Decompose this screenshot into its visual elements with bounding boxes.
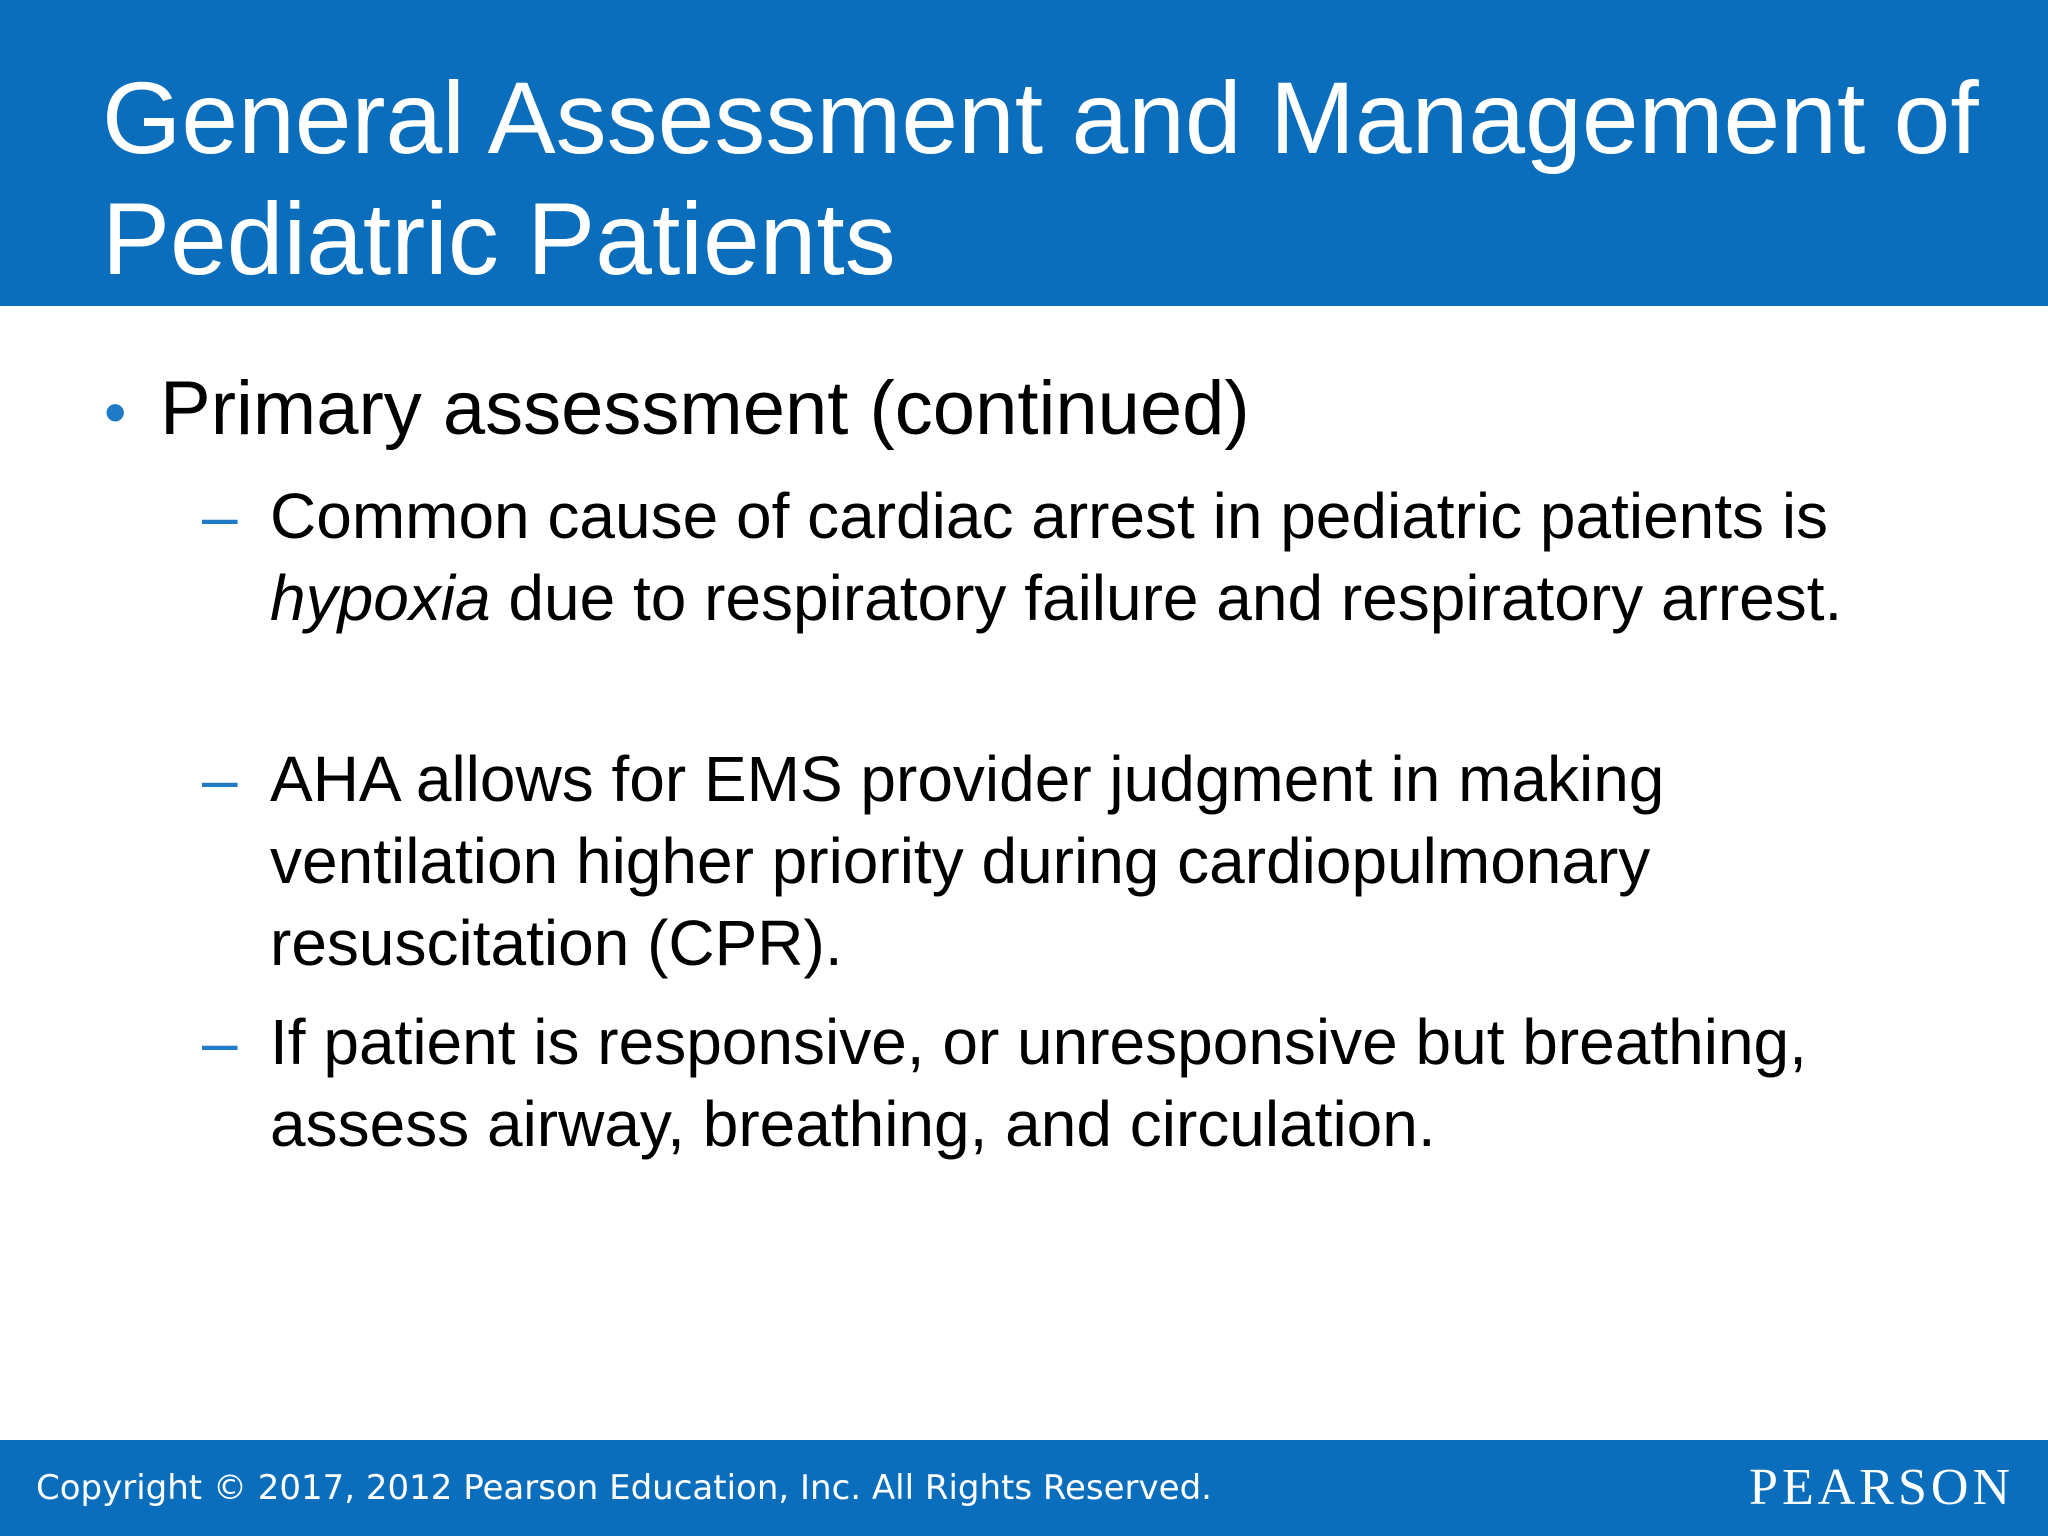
- slide-title: General Assessment and Management of Pediatric Patients: [102, 61, 1979, 296]
- footer-bar: [0, 1440, 2048, 1536]
- pearson-logo: PEARSON: [1749, 1459, 2014, 1516]
- dash-icon: –: [202, 743, 238, 815]
- bullet-icon: •: [104, 376, 127, 448]
- dash-icon: –: [202, 1006, 238, 1078]
- copyright-text: Copyright © 2017, 2012 Pearson Education, Inc. All Rights Reserved.: [36, 1468, 1212, 1508]
- subpoint-text: due to respiratory failure and respiratory arrest.: [490, 562, 1843, 634]
- subpoint-responsive: If patient is responsive, or unresponsive but breathing, assess airway, breathing, and circulation.: [270, 1006, 1807, 1160]
- bullet-primary-assessment: Primary assessment (continued): [160, 366, 1250, 451]
- subpoint-text: Common cause of cardiac arrest in pediatric patients is: [270, 480, 1829, 552]
- subpoint-hypoxia: [270, 475, 1970, 639]
- dash-icon: –: [202, 480, 238, 552]
- emphasis-hypoxia: hypoxia: [270, 562, 491, 634]
- subpoint-aha: AHA allows for EMS provider judgment in making ventilation higher priority during cardiopulmonary resuscitation (CPR).: [270, 743, 1665, 979]
